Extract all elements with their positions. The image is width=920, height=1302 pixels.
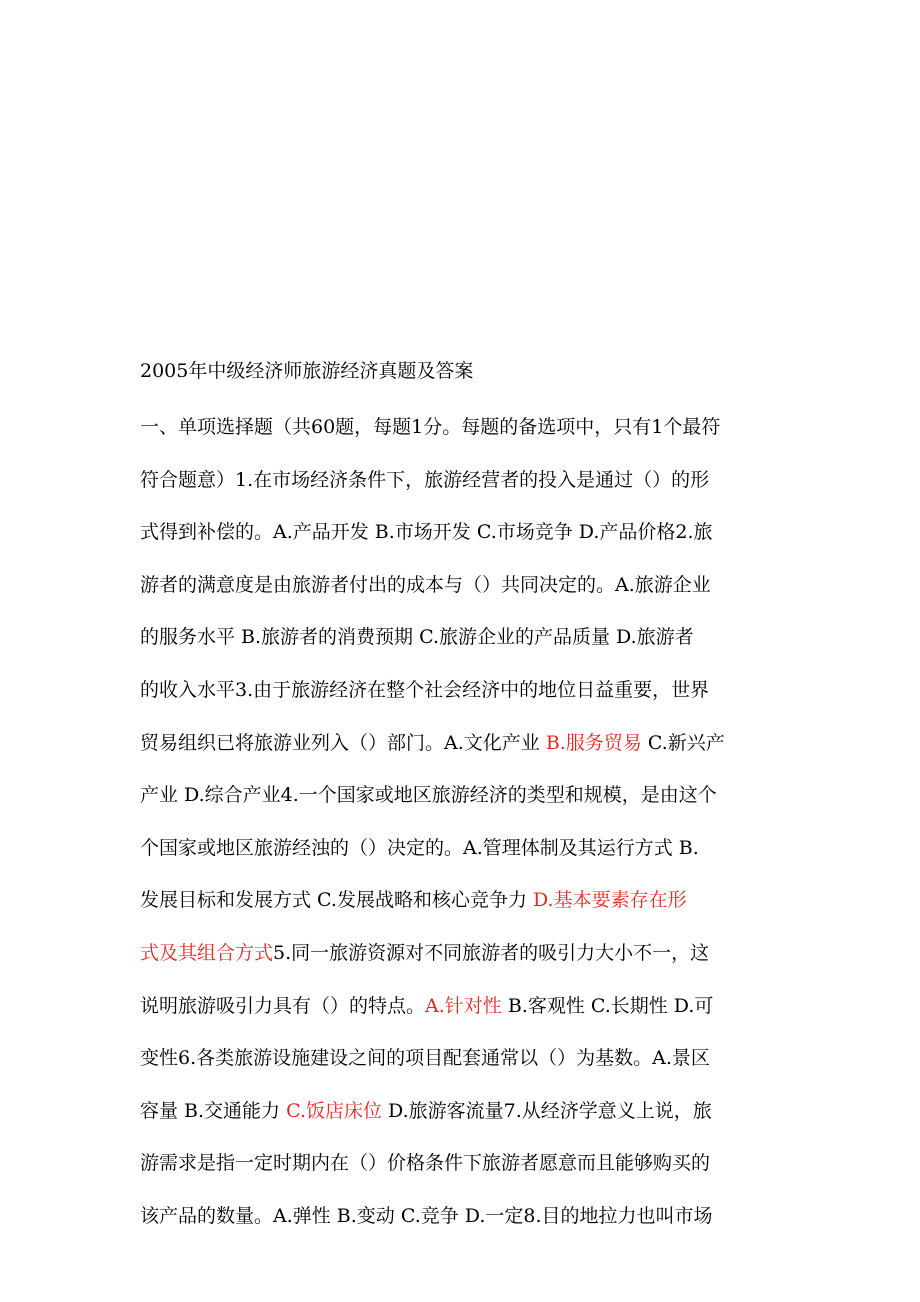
text-segment: 一、单项选择题（共60题，每题1分。每题的备选项中，只有1个最符 — [140, 416, 721, 438]
text-segment: 产业 D.综合产业4.一个国家或地区旅游经济的类型和规模，是由这个 — [140, 784, 717, 806]
text-segment: 式得到补偿的。A.产品开发 B.市场开发 C.市场竞争 D.产品价格2.旅 — [140, 521, 713, 543]
text-segment: B.客观性 C.长期性 D.可 — [501, 995, 714, 1017]
text-segment: 发展目标和发展方式 C.发展战略和核心竞争力 — [140, 889, 533, 911]
text-segment: 个国家或地区旅游经浊的（）决定的。A.管理体制及其运行方式 B. — [140, 837, 699, 859]
text-segment: D.旅游客流量7.从经济学意义上说，旅 — [382, 1100, 712, 1122]
text-segment: 该产品的数量。A.弹性 B.变动 C.竞争 D.一定8.目的地拉力也叫市场 — [140, 1205, 713, 1227]
text-line — [140, 675, 709, 705]
text-segment: 变性6.各类旅游设施建设之间的项目配套通常以（）为基数。A.景区 — [140, 1047, 710, 1069]
text-line — [140, 1148, 710, 1178]
text-line — [140, 1043, 710, 1073]
answer-highlight: B.服务贸易 — [545, 732, 642, 754]
text-line — [140, 412, 720, 442]
answer-highlight: A.针对性 — [425, 995, 502, 1017]
text-segment: 容量 B.交通能力 — [140, 1100, 287, 1122]
text-line — [140, 465, 709, 495]
answer-highlight: 式及其组合方式 — [140, 942, 274, 964]
text-line — [140, 570, 711, 600]
answer-highlight: D.基本要素存在形 — [532, 889, 687, 911]
text-line — [140, 938, 709, 968]
text-line — [140, 1201, 713, 1231]
text-segment: 的收入水平3.由于旅游经济在整个社会经济中的地位日益重要，世界 — [140, 679, 710, 701]
text-line — [140, 517, 713, 547]
text-line — [140, 1096, 712, 1126]
text-line — [140, 622, 694, 652]
text-line — [140, 780, 717, 810]
text-segment: 5.同一旅游资源对不同旅游者的吸引力大小不一，这 — [273, 942, 710, 964]
text-segment: 的服务水平 B.旅游者的消费预期 C.旅游企业的产品质量 D.旅游者 — [140, 626, 694, 648]
text-segment: 贸易组织已将旅游业列入（）部门。A.文化产业 — [140, 732, 546, 754]
document-title: 2005年中级经济师旅游经济真题及答案 — [140, 360, 474, 382]
answer-highlight: C.饭店床位 — [286, 1100, 382, 1122]
text-line — [140, 833, 699, 863]
text-line — [140, 991, 713, 1021]
text-segment: 说明旅游吸引力具有（）的特点。 — [140, 995, 426, 1017]
text-segment: C.新兴产 — [641, 732, 725, 754]
text-line — [140, 728, 725, 758]
text-segment: 符合题意）1.在市场经济条件下，旅游经营者的投入是通过（）的形 — [140, 469, 710, 491]
text-line — [140, 885, 687, 915]
text-segment: 游者的满意度是由旅游者付出的成本与（）共同决定的。A.旅游企业 — [140, 574, 711, 596]
text-segment: 游需求是指一定时期内在（）价格条件下旅游者愿意而且能够购买的 — [140, 1152, 711, 1174]
